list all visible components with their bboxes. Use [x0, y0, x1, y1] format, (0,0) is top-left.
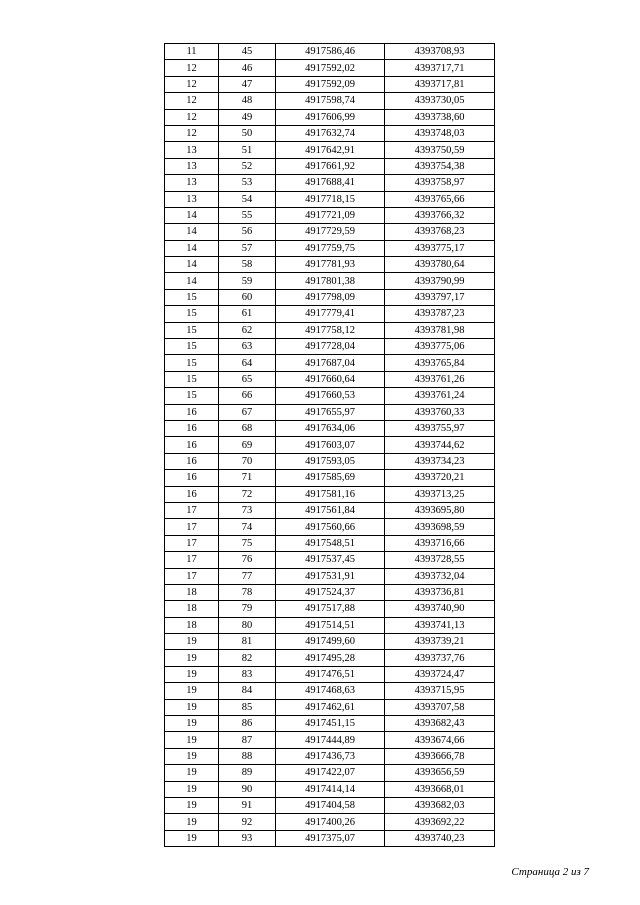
section-cell: 14 [165, 273, 219, 289]
table-row [165, 191, 495, 207]
table-row [165, 273, 495, 289]
x-coordinate-cell: 4917524,37 [276, 584, 385, 600]
point-number-cell: 53 [219, 175, 276, 191]
y-coordinate-cell: 4393666,78 [385, 748, 495, 764]
point-number-cell: 63 [219, 339, 276, 355]
y-coordinate-cell: 4393707,58 [385, 699, 495, 715]
y-coordinate-cell: 4393754,38 [385, 158, 495, 174]
table-row [165, 716, 495, 732]
point-number-cell: 90 [219, 781, 276, 797]
point-number-cell: 66 [219, 388, 276, 404]
section-cell: 14 [165, 207, 219, 223]
point-number-cell: 77 [219, 568, 276, 584]
section-cell: 14 [165, 224, 219, 240]
x-coordinate-cell: 4917537,45 [276, 552, 385, 568]
table-row [165, 765, 495, 781]
x-coordinate-cell: 4917798,09 [276, 289, 385, 305]
x-coordinate-cell: 4917728,04 [276, 339, 385, 355]
y-coordinate-cell: 4393765,84 [385, 355, 495, 371]
point-number-cell: 57 [219, 240, 276, 256]
point-number-cell: 82 [219, 650, 276, 666]
page-number: Страница 2 из 7 [511, 866, 589, 878]
table-row [165, 666, 495, 682]
point-number-cell: 91 [219, 797, 276, 813]
y-coordinate-cell: 4393744,62 [385, 437, 495, 453]
section-cell: 15 [165, 355, 219, 371]
section-cell: 13 [165, 142, 219, 158]
point-number-cell: 60 [219, 289, 276, 305]
point-number-cell: 89 [219, 765, 276, 781]
section-cell: 17 [165, 519, 219, 535]
y-coordinate-cell: 4393692,22 [385, 814, 495, 830]
table-row [165, 634, 495, 650]
point-number-cell: 78 [219, 584, 276, 600]
point-number-cell: 75 [219, 535, 276, 551]
table-row [165, 125, 495, 141]
y-coordinate-cell: 4393713,25 [385, 486, 495, 502]
section-cell: 15 [165, 289, 219, 305]
section-cell: 19 [165, 716, 219, 732]
x-coordinate-cell: 4917632,74 [276, 125, 385, 141]
section-cell: 12 [165, 109, 219, 125]
section-cell: 16 [165, 404, 219, 420]
table-row [165, 322, 495, 338]
x-coordinate-cell: 4917531,91 [276, 568, 385, 584]
y-coordinate-cell: 4393708,93 [385, 44, 495, 60]
x-coordinate-cell: 4917514,51 [276, 617, 385, 633]
coordinates-table [164, 43, 495, 847]
table-row [165, 44, 495, 60]
table-row [165, 207, 495, 223]
table-row [165, 93, 495, 109]
y-coordinate-cell: 4393748,03 [385, 125, 495, 141]
x-coordinate-cell: 4917581,16 [276, 486, 385, 502]
section-cell: 13 [165, 158, 219, 174]
y-coordinate-cell: 4393732,04 [385, 568, 495, 584]
table-row [165, 257, 495, 273]
x-coordinate-cell: 4917400,26 [276, 814, 385, 830]
section-cell: 19 [165, 765, 219, 781]
y-coordinate-cell: 4393698,59 [385, 519, 495, 535]
y-coordinate-cell: 4393716,66 [385, 535, 495, 551]
y-coordinate-cell: 4393766,32 [385, 207, 495, 223]
section-cell: 18 [165, 617, 219, 633]
point-number-cell: 48 [219, 93, 276, 109]
point-number-cell: 51 [219, 142, 276, 158]
point-number-cell: 61 [219, 306, 276, 322]
y-coordinate-cell: 4393724,47 [385, 666, 495, 682]
x-coordinate-cell: 4917560,66 [276, 519, 385, 535]
table-row [165, 683, 495, 699]
section-cell: 11 [165, 44, 219, 60]
y-coordinate-cell: 4393758,97 [385, 175, 495, 191]
section-cell: 13 [165, 175, 219, 191]
table-row [165, 175, 495, 191]
y-coordinate-cell: 4393775,17 [385, 240, 495, 256]
section-cell: 12 [165, 125, 219, 141]
section-cell: 12 [165, 60, 219, 76]
section-cell: 19 [165, 814, 219, 830]
point-number-cell: 46 [219, 60, 276, 76]
point-number-cell: 52 [219, 158, 276, 174]
x-coordinate-cell: 4917593,05 [276, 453, 385, 469]
x-coordinate-cell: 4917598,74 [276, 93, 385, 109]
section-cell: 17 [165, 552, 219, 568]
y-coordinate-cell: 4393750,59 [385, 142, 495, 158]
section-cell: 19 [165, 830, 219, 846]
table-row [165, 453, 495, 469]
section-cell: 15 [165, 388, 219, 404]
section-cell: 19 [165, 732, 219, 748]
section-cell: 16 [165, 486, 219, 502]
y-coordinate-cell: 4393730,05 [385, 93, 495, 109]
table-row [165, 339, 495, 355]
x-coordinate-cell: 4917781,93 [276, 257, 385, 273]
y-coordinate-cell: 4393695,80 [385, 502, 495, 518]
x-coordinate-cell: 4917592,02 [276, 60, 385, 76]
x-coordinate-cell: 4917729,59 [276, 224, 385, 240]
x-coordinate-cell: 4917468,63 [276, 683, 385, 699]
y-coordinate-cell: 4393797,17 [385, 289, 495, 305]
y-coordinate-cell: 4393755,97 [385, 420, 495, 436]
x-coordinate-cell: 4917606,99 [276, 109, 385, 125]
table-row [165, 306, 495, 322]
point-number-cell: 49 [219, 109, 276, 125]
point-number-cell: 80 [219, 617, 276, 633]
point-number-cell: 55 [219, 207, 276, 223]
point-number-cell: 85 [219, 699, 276, 715]
table-row [165, 388, 495, 404]
point-number-cell: 84 [219, 683, 276, 699]
point-number-cell: 86 [219, 716, 276, 732]
x-coordinate-cell: 4917634,06 [276, 420, 385, 436]
section-cell: 15 [165, 306, 219, 322]
table-row [165, 814, 495, 830]
point-number-cell: 68 [219, 420, 276, 436]
x-coordinate-cell: 4917758,12 [276, 322, 385, 338]
y-coordinate-cell: 4393787,23 [385, 306, 495, 322]
point-number-cell: 76 [219, 552, 276, 568]
point-number-cell: 54 [219, 191, 276, 207]
table-row [165, 601, 495, 617]
x-coordinate-cell: 4917404,58 [276, 797, 385, 813]
point-number-cell: 81 [219, 634, 276, 650]
table-row [165, 830, 495, 846]
y-coordinate-cell: 4393720,21 [385, 470, 495, 486]
x-coordinate-cell: 4917495,28 [276, 650, 385, 666]
y-coordinate-cell: 4393674,66 [385, 732, 495, 748]
point-number-cell: 93 [219, 830, 276, 846]
table-row [165, 437, 495, 453]
table-row [165, 797, 495, 813]
table-row [165, 289, 495, 305]
point-number-cell: 45 [219, 44, 276, 60]
point-number-cell: 64 [219, 355, 276, 371]
y-coordinate-cell: 4393790,99 [385, 273, 495, 289]
point-number-cell: 88 [219, 748, 276, 764]
y-coordinate-cell: 4393668,01 [385, 781, 495, 797]
x-coordinate-cell: 4917687,04 [276, 355, 385, 371]
table-row [165, 568, 495, 584]
y-coordinate-cell: 4393717,81 [385, 76, 495, 92]
y-coordinate-cell: 4393728,55 [385, 552, 495, 568]
point-number-cell: 47 [219, 76, 276, 92]
point-number-cell: 67 [219, 404, 276, 420]
section-cell: 18 [165, 601, 219, 617]
x-coordinate-cell: 4917499,60 [276, 634, 385, 650]
table-row [165, 486, 495, 502]
section-cell: 12 [165, 76, 219, 92]
x-coordinate-cell: 4917801,38 [276, 273, 385, 289]
y-coordinate-cell: 4393739,21 [385, 634, 495, 650]
y-coordinate-cell: 4393736,81 [385, 584, 495, 600]
table-row [165, 109, 495, 125]
y-coordinate-cell: 4393780,64 [385, 257, 495, 273]
section-cell: 16 [165, 420, 219, 436]
y-coordinate-cell: 4393734,23 [385, 453, 495, 469]
x-coordinate-cell: 4917422,07 [276, 765, 385, 781]
x-coordinate-cell: 4917661,92 [276, 158, 385, 174]
section-cell: 12 [165, 93, 219, 109]
y-coordinate-cell: 4393741,13 [385, 617, 495, 633]
x-coordinate-cell: 4917375,07 [276, 830, 385, 846]
x-coordinate-cell: 4917592,09 [276, 76, 385, 92]
x-coordinate-cell: 4917688,41 [276, 175, 385, 191]
table-row [165, 519, 495, 535]
table-row [165, 240, 495, 256]
table-row [165, 60, 495, 76]
point-number-cell: 70 [219, 453, 276, 469]
section-cell: 18 [165, 584, 219, 600]
table-row [165, 355, 495, 371]
x-coordinate-cell: 4917436,73 [276, 748, 385, 764]
x-coordinate-cell: 4917718,15 [276, 191, 385, 207]
x-coordinate-cell: 4917462,61 [276, 699, 385, 715]
point-number-cell: 59 [219, 273, 276, 289]
y-coordinate-cell: 4393682,43 [385, 716, 495, 732]
x-coordinate-cell: 4917451,15 [276, 716, 385, 732]
y-coordinate-cell: 4393775,06 [385, 339, 495, 355]
table-row [165, 76, 495, 92]
point-number-cell: 71 [219, 470, 276, 486]
section-cell: 19 [165, 666, 219, 682]
section-cell: 15 [165, 339, 219, 355]
section-cell: 17 [165, 502, 219, 518]
point-number-cell: 83 [219, 666, 276, 682]
section-cell: 16 [165, 453, 219, 469]
table-row [165, 781, 495, 797]
point-number-cell: 92 [219, 814, 276, 830]
table-row [165, 699, 495, 715]
section-cell: 16 [165, 470, 219, 486]
y-coordinate-cell: 4393740,23 [385, 830, 495, 846]
point-number-cell: 69 [219, 437, 276, 453]
y-coordinate-cell: 4393682,03 [385, 797, 495, 813]
section-cell: 13 [165, 191, 219, 207]
table-row [165, 470, 495, 486]
section-cell: 19 [165, 650, 219, 666]
section-cell: 19 [165, 683, 219, 699]
x-coordinate-cell: 4917660,64 [276, 371, 385, 387]
point-number-cell: 62 [219, 322, 276, 338]
section-cell: 19 [165, 699, 219, 715]
y-coordinate-cell: 4393781,98 [385, 322, 495, 338]
point-number-cell: 56 [219, 224, 276, 240]
x-coordinate-cell: 4917561,84 [276, 502, 385, 518]
y-coordinate-cell: 4393760,33 [385, 404, 495, 420]
table-row [165, 158, 495, 174]
x-coordinate-cell: 4917585,69 [276, 470, 385, 486]
section-cell: 19 [165, 797, 219, 813]
y-coordinate-cell: 4393765,66 [385, 191, 495, 207]
x-coordinate-cell: 4917476,51 [276, 666, 385, 682]
y-coordinate-cell: 4393761,26 [385, 371, 495, 387]
x-coordinate-cell: 4917759,75 [276, 240, 385, 256]
section-cell: 19 [165, 634, 219, 650]
table-row [165, 502, 495, 518]
section-cell: 17 [165, 568, 219, 584]
x-coordinate-cell: 4917721,09 [276, 207, 385, 223]
x-coordinate-cell: 4917603,07 [276, 437, 385, 453]
y-coordinate-cell: 4393768,23 [385, 224, 495, 240]
x-coordinate-cell: 4917660,53 [276, 388, 385, 404]
table-row [165, 404, 495, 420]
table-row [165, 224, 495, 240]
table-row [165, 535, 495, 551]
table-row [165, 552, 495, 568]
y-coordinate-cell: 4393717,71 [385, 60, 495, 76]
y-coordinate-cell: 4393761,24 [385, 388, 495, 404]
point-number-cell: 65 [219, 371, 276, 387]
point-number-cell: 58 [219, 257, 276, 273]
x-coordinate-cell: 4917642,91 [276, 142, 385, 158]
table-row [165, 371, 495, 387]
point-number-cell: 73 [219, 502, 276, 518]
y-coordinate-cell: 4393737,76 [385, 650, 495, 666]
x-coordinate-cell: 4917779,41 [276, 306, 385, 322]
point-number-cell: 79 [219, 601, 276, 617]
table-row [165, 584, 495, 600]
table-row [165, 617, 495, 633]
section-cell: 16 [165, 437, 219, 453]
y-coordinate-cell: 4393740,90 [385, 601, 495, 617]
table-row [165, 650, 495, 666]
x-coordinate-cell: 4917655,97 [276, 404, 385, 420]
x-coordinate-cell: 4917586,46 [276, 44, 385, 60]
x-coordinate-cell: 4917444,89 [276, 732, 385, 748]
section-cell: 15 [165, 371, 219, 387]
point-number-cell: 72 [219, 486, 276, 502]
section-cell: 14 [165, 257, 219, 273]
x-coordinate-cell: 4917517,88 [276, 601, 385, 617]
section-cell: 15 [165, 322, 219, 338]
coordinates-table-body [165, 44, 495, 847]
table-row [165, 732, 495, 748]
y-coordinate-cell: 4393656,59 [385, 765, 495, 781]
point-number-cell: 87 [219, 732, 276, 748]
table-row [165, 142, 495, 158]
y-coordinate-cell: 4393738,60 [385, 109, 495, 125]
section-cell: 17 [165, 535, 219, 551]
x-coordinate-cell: 4917414,14 [276, 781, 385, 797]
table-row [165, 420, 495, 436]
y-coordinate-cell: 4393715,95 [385, 683, 495, 699]
section-cell: 14 [165, 240, 219, 256]
section-cell: 19 [165, 748, 219, 764]
table-row [165, 748, 495, 764]
section-cell: 19 [165, 781, 219, 797]
point-number-cell: 74 [219, 519, 276, 535]
point-number-cell: 50 [219, 125, 276, 141]
x-coordinate-cell: 4917548,51 [276, 535, 385, 551]
